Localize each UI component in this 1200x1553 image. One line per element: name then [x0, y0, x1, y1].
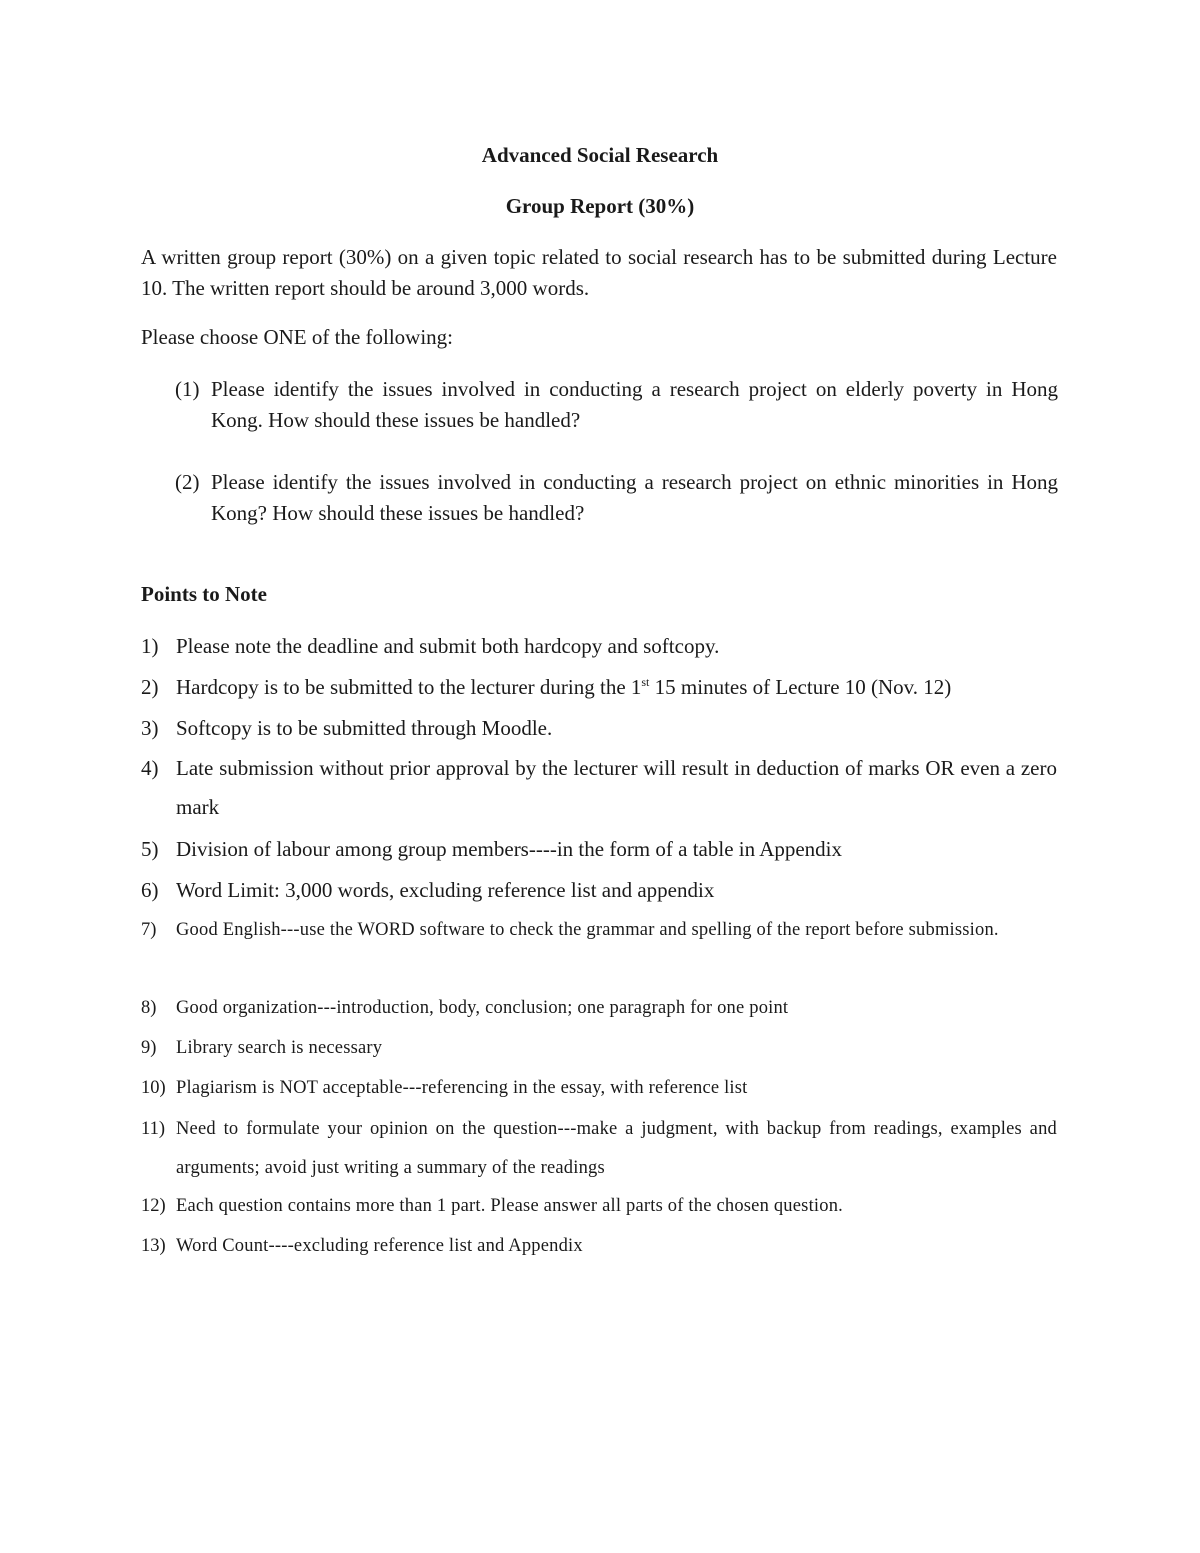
- note-item: [141, 749, 1057, 827]
- note-number: 7): [141, 920, 157, 940]
- question-number: (2): [175, 470, 200, 494]
- note-text: Word Limit: 3,000 words, excluding reference list and appendix: [176, 878, 715, 902]
- note-item: [141, 830, 1057, 869]
- intro-paragraph: A written group report (30%) on a given topic related to social research has to be submitted during Lecture 10. The written report should be around 3,000 words.: [141, 245, 1057, 300]
- note-item: [141, 627, 1057, 666]
- note-item: [141, 989, 1057, 1028]
- note-text-part: 15 minutes of Lecture 10 (Nov. 12): [649, 675, 952, 699]
- note-text: Softcopy is to be submitted through Moodle.: [176, 716, 553, 740]
- note-number: 5): [141, 837, 159, 861]
- note-number: 3): [141, 716, 159, 740]
- note-number: 11): [141, 1119, 165, 1139]
- question-item: [175, 467, 1058, 529]
- note-item: [141, 911, 1057, 950]
- note-number: 12): [141, 1196, 166, 1216]
- note-text: Library search is necessary: [176, 1038, 383, 1058]
- note-number: 6): [141, 878, 159, 902]
- note-text: Each question contains more than 1 part. Please answer all parts of the chosen question.: [176, 1196, 843, 1216]
- note-item: [141, 1029, 1057, 1068]
- document-subtitle: Group Report (30%): [505, 194, 695, 218]
- note-item: [141, 1069, 1057, 1108]
- question-text: Please identify the issues involved in conducting a research project on ethnic minorities in Hong Kong? How should these issues be handled?: [211, 470, 1058, 525]
- note-text: Late submission without prior approval by the lecturer will result in deduction of marks OR even a zero mark: [176, 756, 1057, 819]
- note-item: [141, 668, 1057, 707]
- note-text: [141, 668, 1057, 707]
- notes-heading: Points to Note: [141, 582, 267, 606]
- note-text: Word Count----excluding reference list and Appendix: [176, 1236, 583, 1256]
- note-text: Need to formulate your opinion on the question---make a judgment, with backup from readings, examples and arguments; avoid just writing a summary of the readings: [176, 1119, 1057, 1178]
- note-number: 4): [141, 756, 159, 780]
- note-number: 10): [141, 1078, 166, 1098]
- note-text: Please note the deadline and submit both hardcopy and softcopy.: [176, 634, 720, 658]
- note-text: Division of labour among group members----in the form of a table in Appendix: [176, 837, 843, 861]
- note-text-part: Hardcopy is to be submitted to the lecturer during the 1: [176, 675, 642, 699]
- question-item: [175, 374, 1058, 436]
- document-title: Advanced Social Research: [481, 143, 719, 167]
- choose-instruction: Please choose ONE of the following:: [141, 325, 454, 349]
- note-number: 13): [141, 1236, 166, 1256]
- note-number: 2): [141, 675, 159, 699]
- question-number: (1): [175, 377, 200, 401]
- note-number: 9): [141, 1038, 157, 1058]
- note-item: [141, 1187, 1057, 1226]
- note-number: 1): [141, 634, 159, 658]
- question-text: Please identify the issues involved in conducting a research project on elderly poverty in Hong Kong. How should these issues be handled?: [211, 377, 1058, 432]
- note-item: [141, 1227, 1057, 1266]
- note-number: 8): [141, 998, 157, 1018]
- note-text: Good organization---introduction, body, conclusion; one paragraph for one point: [176, 998, 789, 1018]
- note-item: [141, 1110, 1057, 1188]
- ordinal-superscript: st: [641, 675, 650, 689]
- note-item: [141, 871, 1057, 910]
- note-text: Plagiarism is NOT acceptable---referencing in the essay, with reference list: [176, 1078, 748, 1098]
- note-item: [141, 709, 1057, 748]
- note-text: Good English---use the WORD software to check the grammar and spelling of the report before submission.: [176, 920, 999, 940]
